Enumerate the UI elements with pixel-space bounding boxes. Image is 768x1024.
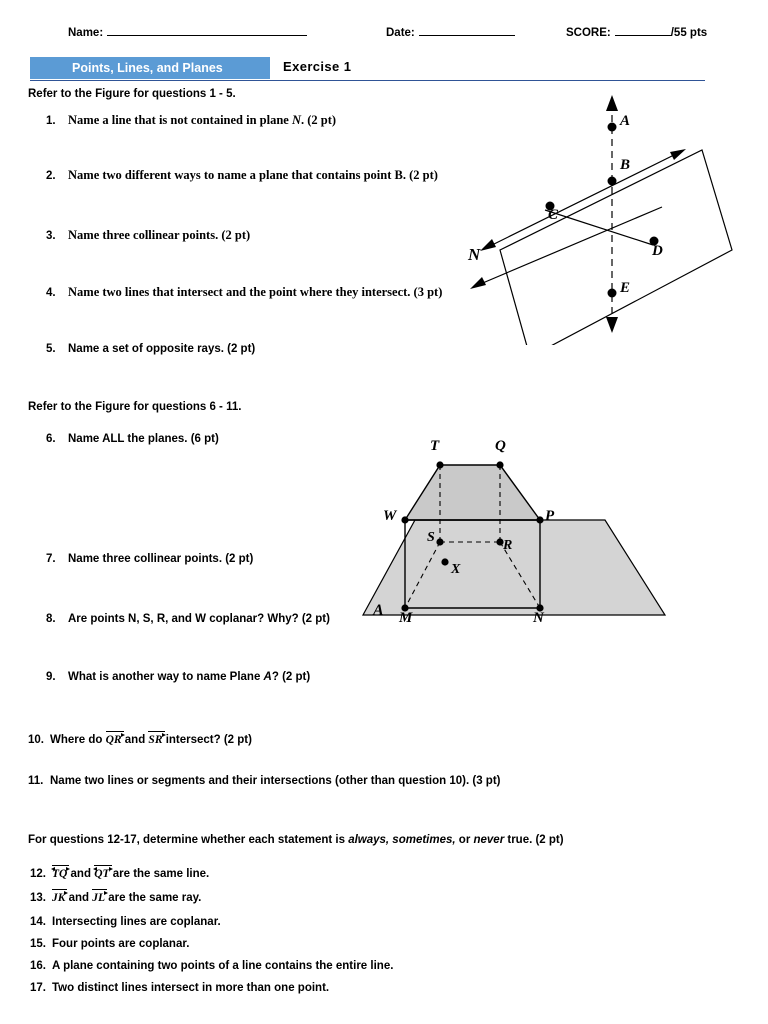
question-11 [28, 775, 648, 787]
point-w-dot [401, 516, 408, 523]
arrow-up-icon [606, 95, 618, 111]
question-14-text: Intersecting lines are coplanar. [52, 916, 221, 928]
question-10-tail: intersect? (2 pt) [162, 734, 252, 746]
question-13-tail: are the same ray. [105, 892, 202, 904]
question-10 [28, 734, 498, 746]
section-3-em1: always, sometimes, [348, 834, 456, 846]
question-3-text: Name three collinear points. (2 pt) [68, 228, 251, 242]
question-12-number: 12. [30, 868, 46, 880]
question-16 [30, 960, 650, 972]
question-5-number: 5. [46, 343, 56, 355]
date-field-label [386, 27, 515, 39]
ray-qr-arrow-icon [106, 731, 124, 739]
section-3-mid: or [455, 834, 474, 846]
figure-2-label-p: P [545, 508, 555, 524]
question-4-text: Name two lines that intersect and the point where they intersect. (3 pt) [68, 285, 443, 299]
question-12-mid: and [67, 868, 95, 880]
figure-1-label-b: B [620, 157, 631, 173]
ray-sr-text: SR [148, 734, 163, 746]
ray-qr [106, 734, 122, 746]
arrow-cd-left-icon [470, 277, 486, 289]
question-14 [30, 916, 650, 928]
section-3-em2: never [473, 834, 505, 846]
question-8-text: Are points N, S, R, and W coplanar? Why? (2 pt) [68, 613, 330, 625]
question-12 [30, 868, 650, 880]
figure-1-label-c: C [548, 207, 559, 223]
question-9-text: What is another way to name Plane [68, 671, 264, 683]
point-t-dot [436, 461, 443, 468]
section-1-heading: Refer to the Figure for questions 1 - 5. [28, 88, 236, 100]
question-10-mid: and [121, 734, 149, 746]
question-11-number: 11. [28, 775, 44, 787]
score-blank-line[interactable] [615, 35, 671, 36]
figure-2-label-t: T [430, 438, 440, 454]
figure-1-svg [440, 95, 750, 345]
question-4-number: 4. [46, 287, 56, 299]
question-6-text: Name ALL the planes. (6 pt) [68, 433, 219, 445]
score-label: SCORE: [566, 27, 611, 39]
title-divider [30, 80, 705, 81]
ray-jk-arrow-icon [52, 889, 67, 897]
figure-2-label-s: S [427, 530, 435, 545]
question-11-text: Name two lines or segments and their intersections (other than question 10). (3 pt) [50, 775, 501, 787]
exercise-label: Exercise 1 [283, 59, 352, 74]
figure-2-label-n: N [533, 610, 544, 626]
question-16-text: A plane containing two points of a line contains the entire line. [52, 960, 394, 972]
section-2-heading: Refer to the Figure for questions 6 - 11. [28, 401, 242, 413]
section-3-suffix: true. (2 pt) [504, 834, 564, 846]
line-tq [52, 868, 67, 880]
question-1-tail: . (2 pt) [301, 113, 337, 127]
figure-2-label-m: M [399, 610, 413, 626]
question-10-text-pre: Where do [50, 734, 106, 746]
question-15 [30, 938, 650, 950]
name-field-label [68, 27, 307, 39]
question-6-number: 6. [46, 433, 56, 445]
line-tq-arrow-icon [52, 865, 69, 873]
solid-top-face [405, 465, 540, 520]
figure-2-label-w: W [383, 508, 397, 524]
date-blank-line[interactable] [419, 35, 515, 36]
question-5-text: Name a set of opposite rays. (2 pt) [68, 343, 256, 355]
line-qt [94, 868, 109, 880]
figure-1-label-a: A [620, 113, 631, 129]
score-field-label [566, 27, 707, 39]
ray-sr-arrow-icon [148, 731, 164, 739]
ray-jk-text: JK [52, 892, 66, 904]
figure-1-label-d: D [652, 243, 663, 259]
point-x-dot [441, 558, 448, 565]
figure-2-label-r: R [503, 538, 513, 553]
date-label: Date: [386, 27, 415, 39]
figure-2-plane-label: A [373, 602, 384, 619]
question-1-emphasis: N [291, 113, 302, 127]
point-p-dot [536, 516, 543, 523]
arrow-down-icon [606, 317, 618, 333]
ray-jl-text: JL [92, 892, 106, 904]
line-qt-text: QT [94, 868, 110, 880]
unit-title-text: Points, Lines, and Planes [72, 61, 223, 75]
question-9-number: 9. [46, 671, 56, 683]
figure-2-label-q: Q [495, 438, 506, 454]
question-7-number: 7. [46, 553, 56, 565]
figure-1 [440, 95, 750, 345]
section-3-heading [28, 834, 668, 846]
point-e-dot [608, 289, 617, 298]
section-3-prefix: For questions 12-17, determine whether each statement is [28, 834, 349, 846]
arrow-cb-left-icon [480, 239, 496, 251]
question-9-emphasis: A [263, 671, 272, 683]
line-qt-arrow-icon [94, 865, 111, 873]
question-1-number: 1. [46, 115, 56, 127]
question-15-text: Four points are coplanar. [52, 938, 190, 950]
question-17-number: 17. [30, 982, 46, 994]
point-a-dot [608, 123, 617, 132]
question-16-number: 16. [30, 960, 46, 972]
question-13-number: 13. [30, 892, 46, 904]
point-q-dot [496, 461, 503, 468]
question-17-text: Two distinct lines intersect in more than one point. [52, 982, 330, 994]
score-total: /55 pts [670, 27, 708, 39]
ray-sr [148, 734, 162, 746]
ray-jk [52, 892, 65, 904]
ray-jl [92, 892, 105, 904]
question-10-number: 10. [28, 734, 44, 746]
question-2-text: Name two different ways to name a plane that contains point B. (2 pt) [68, 168, 438, 182]
question-14-number: 14. [30, 916, 46, 928]
question-15-number: 15. [30, 938, 46, 950]
question-13-mid: and [65, 892, 93, 904]
point-s-dot [436, 538, 443, 545]
question-17 [30, 982, 650, 994]
figure-2-label-x: X [451, 562, 461, 577]
question-3-number: 3. [46, 230, 56, 242]
ray-qr-text: QR [105, 734, 122, 746]
arrow-cb-right-icon [670, 149, 686, 160]
name-label: Name: [68, 27, 104, 39]
figure-1-label-e: E [620, 280, 631, 296]
figure-1-plane-label: N [468, 245, 481, 264]
name-blank-line[interactable] [107, 35, 307, 36]
question-7-text: Name three collinear points. (2 pt) [68, 553, 254, 565]
header-row [0, 27, 768, 47]
question-1-text: Name a line that is not contained in plane [68, 113, 292, 127]
question-12-tail: are the same line. [109, 868, 210, 880]
line-cb [488, 153, 678, 247]
ray-jl-arrow-icon [92, 889, 107, 897]
question-8-number: 8. [46, 613, 56, 625]
question-13 [30, 892, 650, 904]
question-9 [46, 671, 516, 683]
line-tq-text: TQ [52, 868, 68, 880]
line-c-to-d [545, 210, 653, 245]
unit-title-banner [30, 57, 270, 79]
point-b-dot [608, 177, 617, 186]
question-9-tail: ? (2 pt) [271, 671, 311, 683]
question-2-number: 2. [46, 170, 56, 182]
figure-2 [355, 430, 685, 650]
